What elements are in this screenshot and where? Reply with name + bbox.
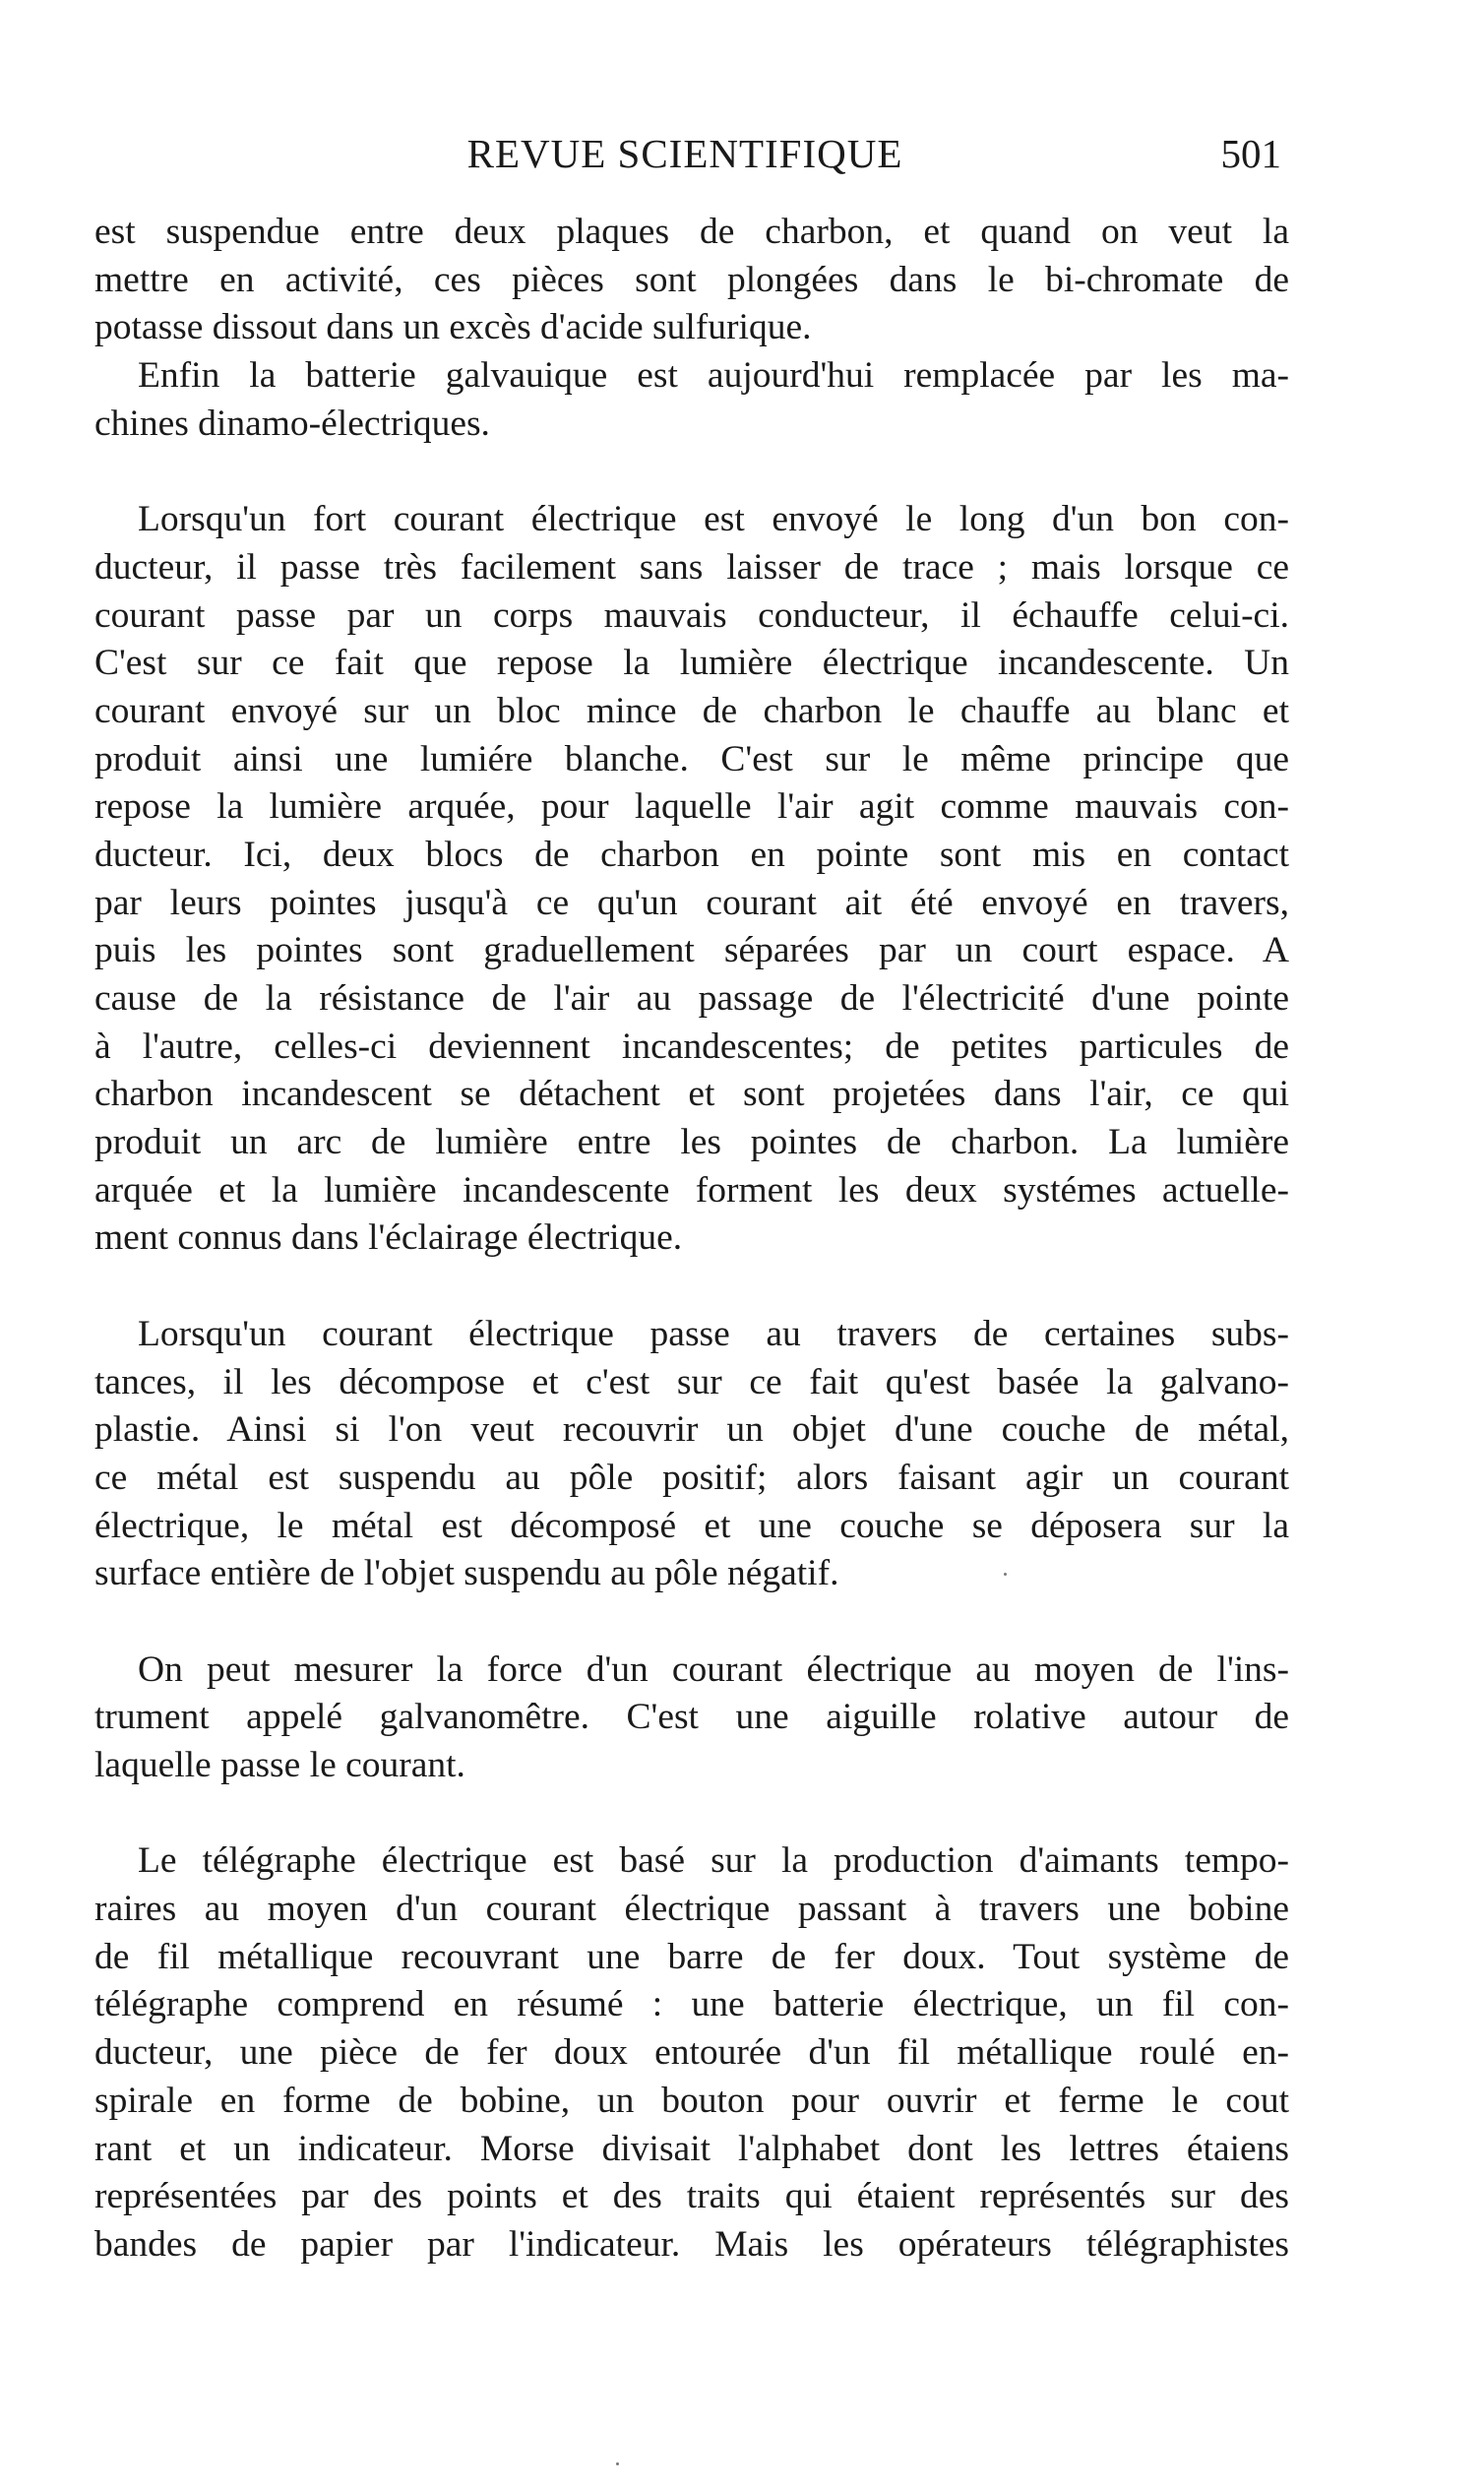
text-line: plastie. Ainsi si l'on veut recouvrir un objet d'une couche de métal, <box>94 1409 1289 1451</box>
text-line: ducteur, une pièce de fer doux entourée d'un fil métallique roulé en- <box>94 2032 1289 2074</box>
paragraph-gap <box>94 1790 1289 1838</box>
paragraph <box>94 1311 1289 1598</box>
page-number: 501 <box>1220 131 1281 176</box>
text-line: arquée et la lumière incandescente forment les deux systémes actuelle- <box>94 1169 1289 1211</box>
text-line: Enfin la batterie galvauique est aujourd'hui remplacée par les ma- <box>138 355 1289 397</box>
text-line: bandes de papier par l'indicateur. Mais les opérateurs télégraphistes <box>94 2223 1289 2265</box>
text-line: ce métal est suspendu au pôle positif; alors faisant agir un courant <box>94 1457 1289 1498</box>
text-line: On peut mesurer la force d'un courant électrique au moyen de l'ins- <box>138 1648 1289 1690</box>
text-line: par leurs pointes jusqu'à ce qu'un courant ait été envoyé en travers, <box>94 882 1289 923</box>
text-line: chines dinamo-électriques. <box>94 403 490 444</box>
paragraph <box>94 1837 1289 2269</box>
paragraph-gap <box>94 1598 1289 1647</box>
text-line: surface entière de l'objet suspendu au pôle négatif. <box>94 1553 839 1594</box>
text-line: raires au moyen d'un courant électrique passant à travers une bobine <box>94 1889 1289 1930</box>
text-line: ment connus dans l'éclairage électrique. <box>94 1217 683 1259</box>
text-line: mettre en activité, ces pièces sont plongées dans le bi-chromate de <box>94 259 1289 300</box>
journal-title: REVUE SCIENTIFIQUE <box>466 131 903 176</box>
text-line: cause de la résistance de l'air au passage de l'électricité d'une pointe <box>94 978 1289 1019</box>
text-line: spirale en forme de bobine, un bouton pour ouvrir et ferme le cout <box>94 2080 1289 2121</box>
ink-speck <box>616 2462 619 2465</box>
text-line: charbon incandescent se détachent et sont projetées dans l'air, ce qui <box>94 1074 1289 1115</box>
text-line: repose la lumière arquée, pour laquelle l'air agit comme mauvais con- <box>94 786 1289 828</box>
text-line: puis les pointes sont graduellement séparées par un court espace. A <box>94 930 1289 971</box>
running-header <box>94 130 1281 189</box>
text-line: produit ainsi une lumiére blanche. C'est sur le même principe que <box>94 738 1289 779</box>
text-line: trument appelé galvanomêtre. C'est une aiguille rolative autour de <box>94 1697 1289 1738</box>
paragraph-continuation <box>94 401 1289 449</box>
paragraph <box>94 496 1289 1263</box>
text-line: est suspendue entre deux plaques de charbon, et quand on veut la <box>94 212 1289 252</box>
paragraph-gap <box>94 448 1289 496</box>
text-line: courant passe par un corps mauvais conducteur, il échauffe celui-ci. <box>94 594 1289 636</box>
text-line: télégraphe comprend en résumé : une batterie électrique, un fil con- <box>94 1984 1289 2025</box>
text-line: produit un arc de lumière entre les pointes de charbon. La lumière <box>94 1122 1289 1163</box>
ink-speck <box>1004 1573 1007 1576</box>
text-line: rant et un indicateur. Morse divisait l'alphabet dont les lettres étaiens <box>94 2128 1289 2169</box>
paragraph <box>94 209 1289 352</box>
text-line: à l'autre, celles-ci deviennent incandescentes; de petites particules de <box>94 1026 1289 1067</box>
text-line: de fil métallique recouvrant une barre de fer doux. Tout système de <box>94 1936 1289 1977</box>
text-line: représentées par des points et des traits qui étaient représentés sur des <box>94 2176 1289 2217</box>
text-line: électrique, le métal est décomposé et une couche se déposera sur la <box>94 1505 1289 1546</box>
body-text <box>94 209 1289 2270</box>
text-line: Le télégraphe électrique est basé sur la production d'aimants tempo- <box>138 1840 1289 1882</box>
text-line: Lorsqu'un courant électrique passe au travers de certaines subs- <box>138 1313 1289 1354</box>
text-line: ducteur, il passe très facilement sans laisser de trace ; mais lorsque ce <box>94 546 1289 588</box>
text-line: C'est sur ce fait que repose la lumière électrique incandescente. Un <box>94 643 1289 684</box>
paragraph <box>94 352 1289 401</box>
text-line: tances, il les décompose et c'est sur ce fait qu'est basée la galvano- <box>94 1361 1289 1402</box>
text-line: Lorsqu'un fort courant électrique est envoyé le long d'un bon con- <box>138 499 1289 540</box>
text-line: ducteur. Ici, deux blocs de charbon en pointe sont mis en contact <box>94 834 1289 875</box>
text-line: courant envoyé sur un bloc mince de charbon le chauffe au blanc et <box>94 690 1289 731</box>
paragraph-gap <box>94 1263 1289 1311</box>
paragraph <box>94 1647 1289 1790</box>
text-line: laquelle passe le courant. <box>94 1745 465 1785</box>
text-line: potasse dissout dans un excès d'acide sulfurique. <box>94 307 812 348</box>
